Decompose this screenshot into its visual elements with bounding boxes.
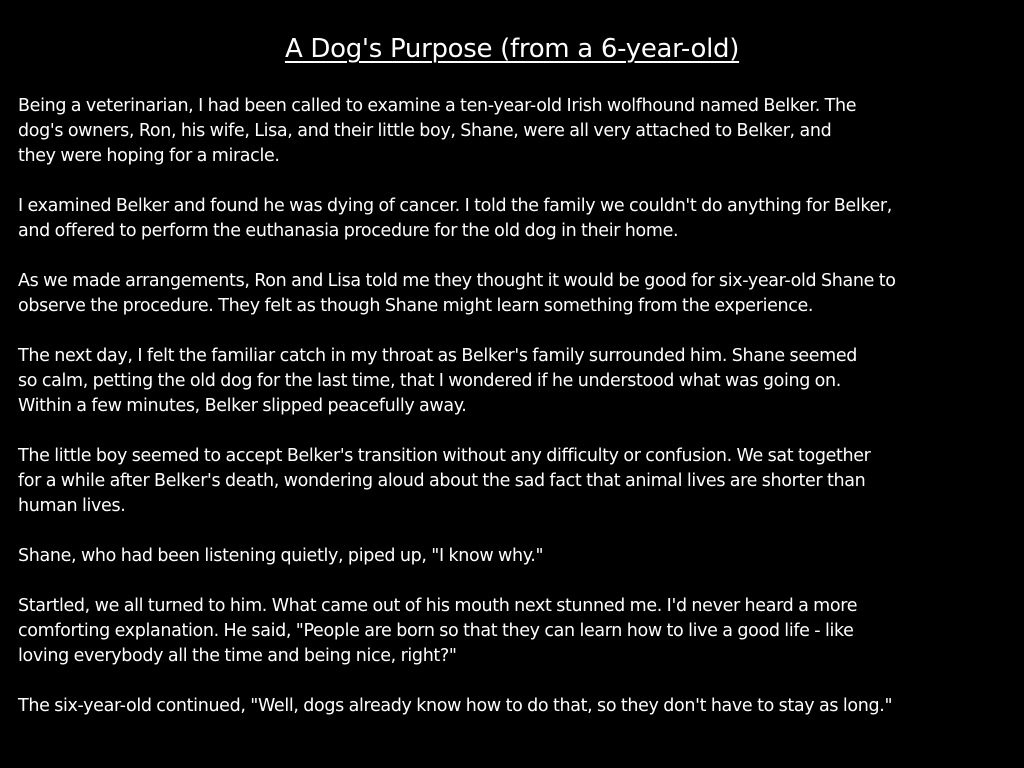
- paragraph-line: dog's owners, Ron, his wife, Lisa, and their little boy, Shane, were all very attached to Belker, and: [18, 121, 832, 141]
- story-paragraph: [18, 444, 1013, 519]
- story-body: [18, 94, 1013, 719]
- story-paragraph: [18, 269, 1013, 319]
- paragraph-line: so calm, petting the old dog for the last time, that I wondered if he understood what was going on.: [18, 371, 841, 391]
- page-title: A Dog's Purpose (from a 6-year-old): [284, 34, 740, 64]
- paragraph-line: Being a veterinarian, I had been called to examine a ten-year-old Irish wolfhound named Belker. The: [18, 96, 857, 116]
- story-paragraph: [18, 94, 1013, 169]
- paragraph-line: and offered to perform the euthanasia procedure for the old dog in their home.: [18, 221, 679, 241]
- paragraph-line: observe the procedure. They felt as though Shane might learn something from the experience.: [18, 296, 814, 316]
- paragraph-line: loving everybody all the time and being nice, right?": [18, 646, 457, 666]
- story-paragraph: [18, 694, 1013, 719]
- paragraph-line: comforting explanation. He said, "People are born so that they can learn how to live a good life - like: [18, 621, 854, 641]
- paragraph-line: As we made arrangements, Ron and Lisa told me they thought it would be good for six-year-old Shane to: [18, 271, 896, 291]
- paragraph-line: Startled, we all turned to him. What came out of his mouth next stunned me. I'd never heard a more: [18, 596, 858, 616]
- paragraph-line: The six-year-old continued, "Well, dogs already know how to do that, so they don't have to stay as long.": [18, 696, 893, 716]
- story-paragraph: [18, 194, 1013, 244]
- paragraph-line: The little boy seemed to accept Belker's transition without any difficulty or confusion. We sat together: [18, 446, 871, 466]
- story-paragraph: [18, 544, 1013, 569]
- paragraph-line: Within a few minutes, Belker slipped peacefully away.: [18, 396, 467, 416]
- paragraph-line: Shane, who had been listening quietly, piped up, "I know why.": [18, 546, 544, 566]
- paragraph-line: The next day, I felt the familiar catch in my throat as Belker's family surrounded him. Shane seemed: [18, 346, 858, 366]
- paragraph-line: for a while after Belker's death, wondering aloud about the sad fact that animal lives are shorter than: [18, 471, 866, 491]
- paragraph-line: human lives.: [18, 496, 126, 516]
- paragraph-line: they were hoping for a miracle.: [18, 146, 280, 166]
- story-paragraph: [18, 344, 1013, 419]
- story-paragraph: [18, 594, 1013, 669]
- paragraph-line: I examined Belker and found he was dying of cancer. I told the family we couldn't do anything for Belker,: [18, 196, 892, 216]
